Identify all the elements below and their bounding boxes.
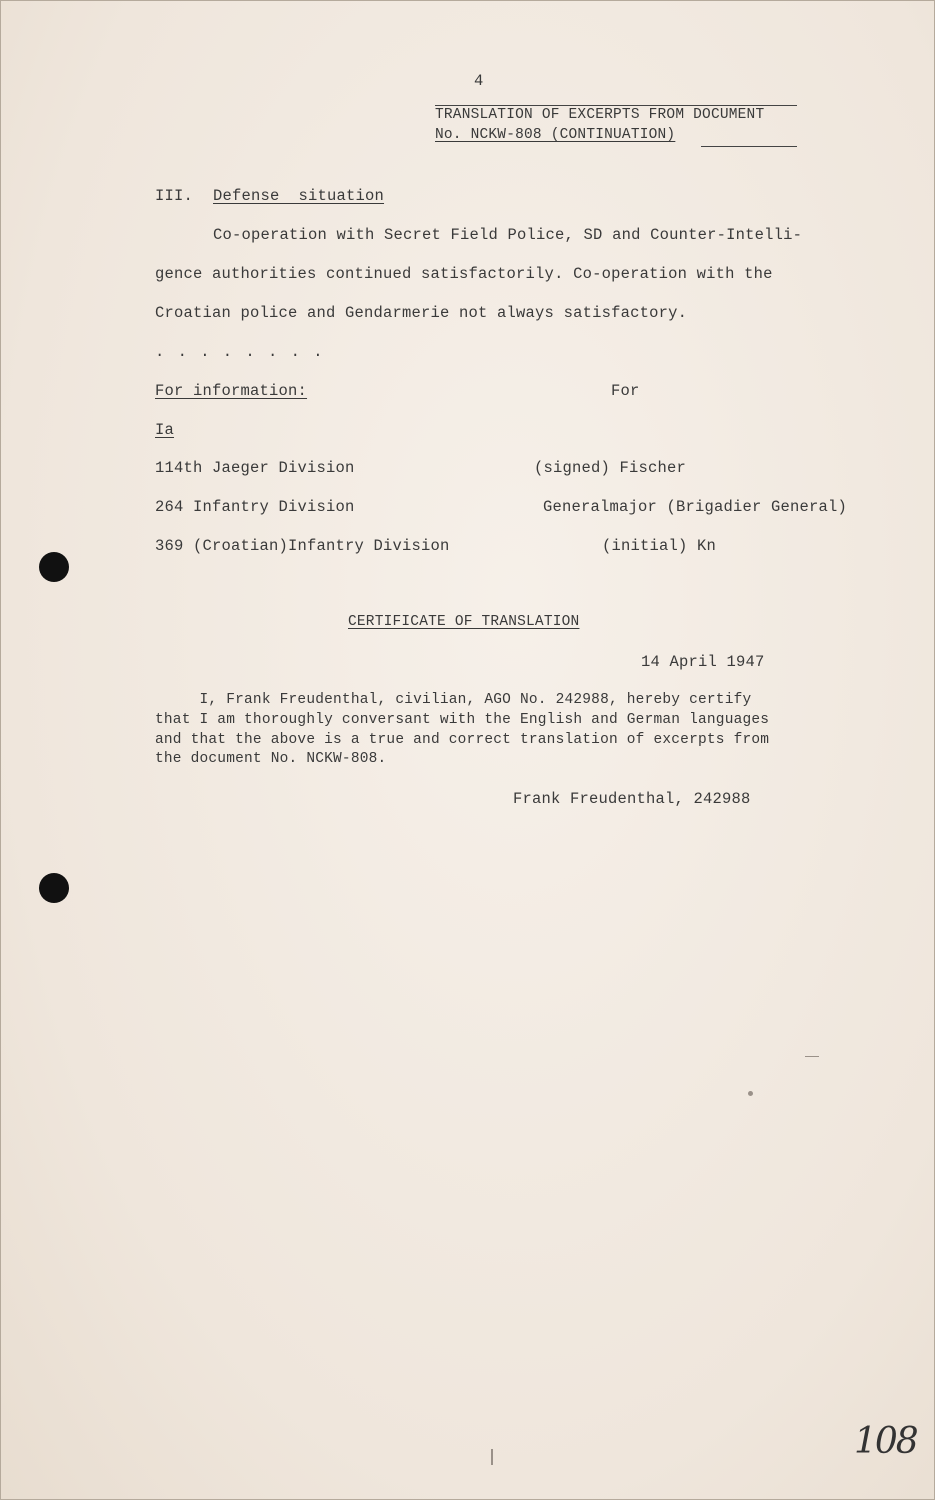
header-line-1: TRANSLATION OF EXCERPTS FROM DOCUMENT (435, 107, 765, 123)
punch-hole-top (39, 552, 69, 582)
certificate-date: 14 April 1947 (641, 653, 765, 671)
unit-369-croatian: 369 (Croatian)Infantry Division (155, 537, 450, 555)
certificate-line-3: and that the above is a true and correct translation of excerpts from (155, 732, 770, 748)
signed-fischer: (signed) Fischer (534, 459, 687, 477)
certificate-line-1: I, Frank Freudenthal, civilian, AGO No. 242988, hereby certify (155, 692, 752, 708)
ia-label: Ia (155, 421, 175, 439)
certificate-line-2: that I am thoroughly conversant with the English and German languages (155, 712, 770, 728)
certificate-title: CERTIFICATE OF TRANSLATION (348, 614, 580, 630)
header-top-rule (435, 105, 797, 106)
certificate-line-4: the document No. NCKW-808. (155, 751, 387, 767)
translator-signature: Frank Freudenthal, 242988 (513, 790, 751, 808)
paper-speck (748, 1091, 753, 1096)
paragraph-line-1: Co-operation with Secret Field Police, SD and Counter-Intelli- (213, 226, 803, 244)
header-line-2: No. NCKW-808 (CONTINUATION) (435, 127, 676, 143)
paragraph-line-2: gence authorities continued satisfactorily. Co-operation with the (155, 265, 773, 283)
handwritten-page-number: 108 (854, 1421, 917, 1462)
for-label: For (611, 382, 640, 400)
rank-generalmajor: Generalmajor (Brigadier General) (543, 498, 848, 516)
header-bottom-rule (701, 146, 797, 147)
section-number: III. (155, 187, 194, 205)
for-information-label: For information: (155, 382, 308, 400)
paper-speck (805, 1056, 819, 1057)
section-title: Defense situation (213, 187, 385, 205)
initial-kn: (initial) Kn (602, 537, 717, 555)
unit-114th-jaeger: 114th Jaeger Division (155, 459, 355, 477)
ellipsis-dots: . . . . . . . . (155, 343, 325, 361)
punch-hole-bottom (39, 873, 69, 903)
page-number: 4 (474, 72, 484, 90)
unit-264-infantry: 264 Infantry Division (155, 498, 355, 516)
paper-speck (491, 1449, 493, 1465)
paragraph-line-3: Croatian police and Gendarmerie not always satisfactory. (155, 304, 688, 322)
